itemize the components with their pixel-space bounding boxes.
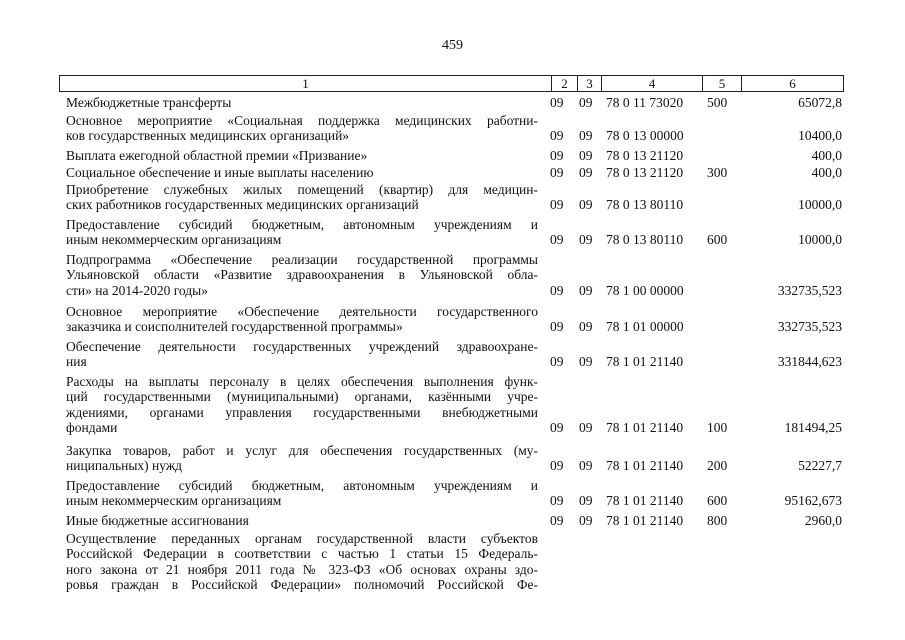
cell-c3: 09 xyxy=(579,232,593,248)
cell-c3: 09 xyxy=(579,95,593,110)
cell-c2: 09 xyxy=(550,513,564,528)
cell-c6: 332735,523 xyxy=(777,319,842,335)
description-line: Ульяновской области «Развитие здравоохранения в Ульяновской обла- xyxy=(66,267,538,283)
description-line: Приобретение служебных жилых помещений (квартир) для медицин- xyxy=(66,182,538,197)
cell-c3: 09 xyxy=(579,148,593,163)
header-col-5: 5 xyxy=(702,76,741,91)
cell-c2: 09 xyxy=(550,493,564,509)
cell-c6: 331844,623 xyxy=(777,354,842,370)
description-line: Социальное обеспечение и иные выплаты населению xyxy=(66,165,374,180)
cell-c6: 181494,25 xyxy=(784,419,842,435)
description-line: иным некоммерческим организациям xyxy=(66,493,282,509)
cell-c2: 09 xyxy=(550,354,564,370)
cell-c4: 78 1 01 00000 xyxy=(606,319,684,335)
header-col-1: 1 xyxy=(302,76,309,91)
cell-c2: 09 xyxy=(550,165,564,180)
cell-c4: 78 0 13 21120 xyxy=(606,165,684,180)
row-description xyxy=(66,113,538,144)
cell-c2: 09 xyxy=(550,95,564,110)
description-line: иным некоммерческим организациям xyxy=(66,232,282,248)
row-description xyxy=(66,478,538,509)
row-description xyxy=(66,217,538,248)
description-line: ровья граждан в Российской Федерации» полномочий Российской Фе- xyxy=(66,576,538,592)
description-line: ций государственными (муниципальными) органами, казёнными учре- xyxy=(66,389,538,405)
cell-c3: 09 xyxy=(579,282,593,298)
description-line: Основное мероприятие «Социальная поддержка медицинских работни- xyxy=(66,113,538,128)
cell-c2: 09 xyxy=(550,232,564,248)
cell-c6: 95162,673 xyxy=(784,493,842,509)
row-description xyxy=(66,95,538,110)
cell-c4: 78 0 13 00000 xyxy=(606,128,684,144)
cell-c3: 09 xyxy=(579,128,593,144)
row-description xyxy=(66,374,538,435)
description-line: фондами xyxy=(66,419,118,435)
cell-c3: 09 xyxy=(579,319,593,335)
cell-c3: 09 xyxy=(579,419,593,435)
cell-c3: 09 xyxy=(579,197,593,213)
description-line: сти» на 2014-2020 годы» xyxy=(66,282,208,298)
description-line: ного закона от 21 ноября 2011 года № 323-ФЗ «Об основах охраны здо- xyxy=(66,561,538,577)
description-line: Закупка товаров, работ и услуг для обеспечения государственных (му- xyxy=(66,443,538,458)
description-line: Осуществление переданных органам государственной власти субъектов xyxy=(66,531,538,546)
description-line: Выплата ежегодной областной премии «Призвание» xyxy=(66,148,368,163)
header-col-3: 3 xyxy=(577,76,601,91)
row-description xyxy=(66,252,538,298)
cell-c2: 09 xyxy=(550,419,564,435)
description-line: Подпрограмма «Обеспечение реализации государственной программы xyxy=(66,252,538,267)
row-description xyxy=(66,165,538,180)
header-col-4: 4 xyxy=(601,76,702,91)
cell-c3: 09 xyxy=(579,458,593,474)
cell-c4: 78 1 01 21140 xyxy=(606,354,684,370)
cell-c6: 65072,8 xyxy=(798,95,842,110)
row-description xyxy=(66,513,538,528)
cell-c4: 78 0 13 80110 xyxy=(606,197,684,213)
cell-c4: 78 1 01 21140 xyxy=(606,493,684,509)
description-line: Иные бюджетные ассигнования xyxy=(66,513,249,528)
cell-c2: 09 xyxy=(550,458,564,474)
cell-c2: 09 xyxy=(550,128,564,144)
cell-c6: 2960,0 xyxy=(804,513,842,528)
cell-c6: 332735,523 xyxy=(777,282,842,298)
header-col-2: 2 xyxy=(551,76,577,91)
cell-c5: 600 xyxy=(707,493,728,509)
cell-c4: 78 0 13 80110 xyxy=(606,232,684,248)
description-line: Межбюджетные трансферты xyxy=(66,95,232,110)
description-line: Основное мероприятие «Обеспечение деятельности государственного xyxy=(66,304,538,319)
description-line: ния xyxy=(66,354,87,370)
cell-c4: 78 0 13 21120 xyxy=(606,148,684,163)
cell-c6: 400,0 xyxy=(811,165,842,180)
description-line: ниципальных) нужд xyxy=(66,458,183,474)
cell-c3: 09 xyxy=(579,493,593,509)
cell-c5: 500 xyxy=(707,95,728,110)
page-number: 459 xyxy=(442,38,463,53)
description-line: ских работников государственных медицинских организаций xyxy=(66,197,419,213)
cell-c6: 400,0 xyxy=(811,148,842,163)
cell-c3: 09 xyxy=(579,354,593,370)
description-line: Предоставление субсидий бюджетным, автономным учреждениям и xyxy=(66,217,538,232)
cell-c2: 09 xyxy=(550,148,564,163)
description-line: ждениями, органами управления государственными внебюджетными xyxy=(66,404,538,420)
header-col-6: 6 xyxy=(741,76,843,91)
cell-c3: 09 xyxy=(579,513,593,528)
description-line: ков государственных медицинских организаций» xyxy=(66,128,350,144)
cell-c6: 52227,7 xyxy=(798,458,842,474)
cell-c5: 100 xyxy=(707,419,728,435)
cell-c4: 78 1 01 21140 xyxy=(606,419,684,435)
description-line: Российской Федерации в соответствии с частью 1 статьи 15 Федераль- xyxy=(66,546,538,562)
table-header xyxy=(59,75,844,92)
description-line: Предоставление субсидий бюджетным, автономным учреждениям и xyxy=(66,478,538,493)
cell-c5: 300 xyxy=(707,165,728,180)
row-description xyxy=(66,531,538,592)
cell-c3: 09 xyxy=(579,165,593,180)
cell-c2: 09 xyxy=(550,282,564,298)
cell-c4: 78 1 00 00000 xyxy=(606,282,684,298)
cell-c2: 09 xyxy=(550,197,564,213)
cell-c5: 600 xyxy=(707,232,728,248)
row-description xyxy=(66,182,538,213)
description-line: Обеспечение деятельности государственных учреждений здравоохране- xyxy=(66,339,538,354)
cell-c4: 78 1 01 21140 xyxy=(606,458,684,474)
row-description xyxy=(66,339,538,370)
cell-c5: 800 xyxy=(707,513,728,528)
cell-c2: 09 xyxy=(550,319,564,335)
row-description xyxy=(66,443,538,474)
cell-c6: 10000,0 xyxy=(798,232,842,248)
cell-c4: 78 1 01 21140 xyxy=(606,513,684,528)
cell-c6: 10400,0 xyxy=(798,128,842,144)
cell-c6: 10000,0 xyxy=(798,197,842,213)
description-line: Расходы на выплаты персоналу в целях обеспечения выполнения функ- xyxy=(66,374,538,389)
description-line: заказчика и соисполнителей государственной программы» xyxy=(66,319,403,335)
row-description xyxy=(66,148,538,163)
cell-c5: 200 xyxy=(707,458,728,474)
cell-c4: 78 0 11 73020 xyxy=(606,95,684,110)
row-description xyxy=(66,304,538,335)
